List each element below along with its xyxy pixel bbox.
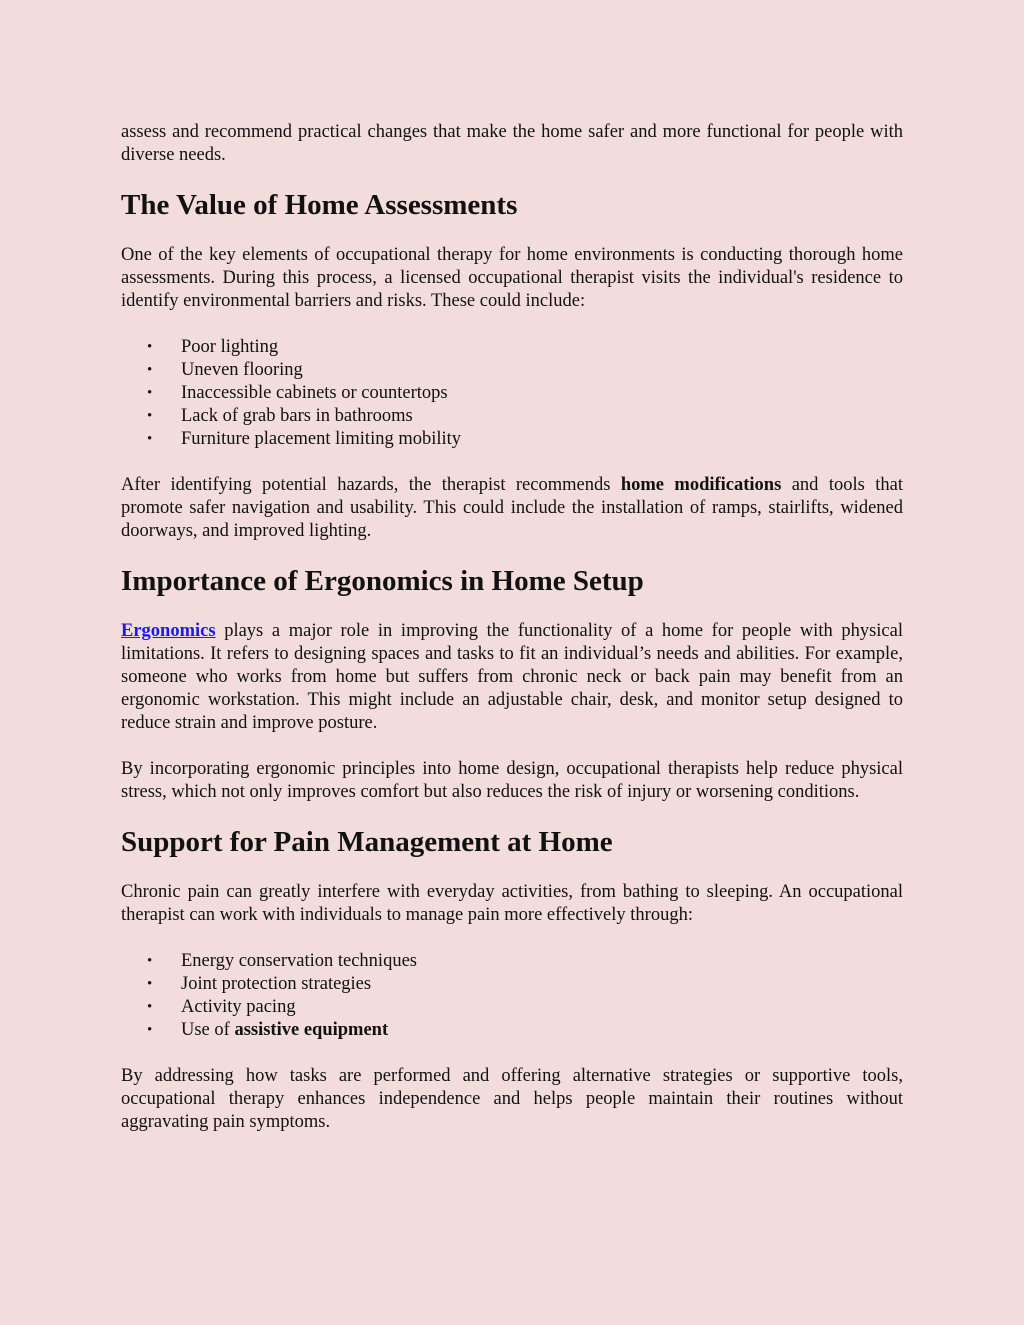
list-item: • Furniture placement limiting mobility [147,429,462,449]
list-item: • Activity pacing [147,997,296,1017]
list-item: • Energy conservation techniques [147,951,417,971]
heading-pain-management: Support for Pain Management at Home [121,826,613,858]
heading-ergonomics: Importance of Ergonomics in Home Setup [121,565,644,597]
bullet-icon: • [147,431,153,447]
list-item: • Uneven flooring [147,360,303,380]
pain-paragraph-1: Chronic pain can greatly interfere with everyday activities, from bathing to sleeping. An occupational therapist can work with individuals to manage pain more effectively through: [121,882,903,925]
home-modifications-bold: home modifications [620,475,782,495]
ergonomics-paragraph-2: By incorporating ergonomic principles into home design, occupational therapists help reduce physical stress, which not only improves comfort but also reduces the risk of injury or worsening conditions. [121,759,903,802]
list-item: • Lack of grab bars in bathrooms [147,406,413,426]
list-item: • Use of assistive equipment [147,1020,389,1040]
bullet-icon: • [147,976,153,992]
bullet-icon: • [147,408,153,424]
assessments-paragraph: One of the key elements of occupational therapy for home environments is conducting thorough home assessments. During this process, a licensed occupational therapist visits the individual's residence to identify environmental barriers and risks. These could include: [121,245,903,311]
bullet-icon: • [147,953,153,969]
pain-strategies-list [121,950,903,1042]
ergonomics-link[interactable]: Ergonomics [121,621,216,641]
pain-paragraph-2: By addressing how tasks are performed and offering alternative strategies or supportive tools, occupational therapy enhances independence and helps people maintain their routines without aggravating pain symptoms. [121,1066,903,1132]
modifications-paragraph: After identifying potential hazards, the therapist recommends home modifications and tools that promote safer navigation and usability. This could include the installation of ramps, stairlifts, widened doorways, and improved lighting. [121,475,903,541]
ergonomics-paragraph-1: Ergonomics plays a major role in improving the functionality of a home for people with physical limitations. It refers to designing spaces and tasks to fit an individual’s needs and abilities. For example, someone who works from home but suffers from chronic neck or back pain may benefit from an ergonomic workstation. This might include an adjustable chair, desk, and monitor setup designed to reduce strain and improve posture. [121,621,903,733]
intro-paragraph: assess and recommend practical changes that make the home safer and more functional for people with diverse needs. [121,122,903,165]
bullet-icon: • [147,999,153,1015]
bullet-icon: • [147,339,153,355]
barriers-list [121,336,903,451]
bullet-icon: • [147,1022,153,1038]
list-item: • Poor lighting [147,337,279,357]
list-item: • Inaccessible cabinets or countertops [147,383,448,403]
bullet-icon: • [147,362,153,378]
heading-home-assessments: The Value of Home Assessments [121,189,518,221]
bullet-icon: • [147,385,153,401]
list-item: • Joint protection strategies [147,974,372,994]
assistive-equipment-bold: assistive equipment [234,1020,389,1040]
